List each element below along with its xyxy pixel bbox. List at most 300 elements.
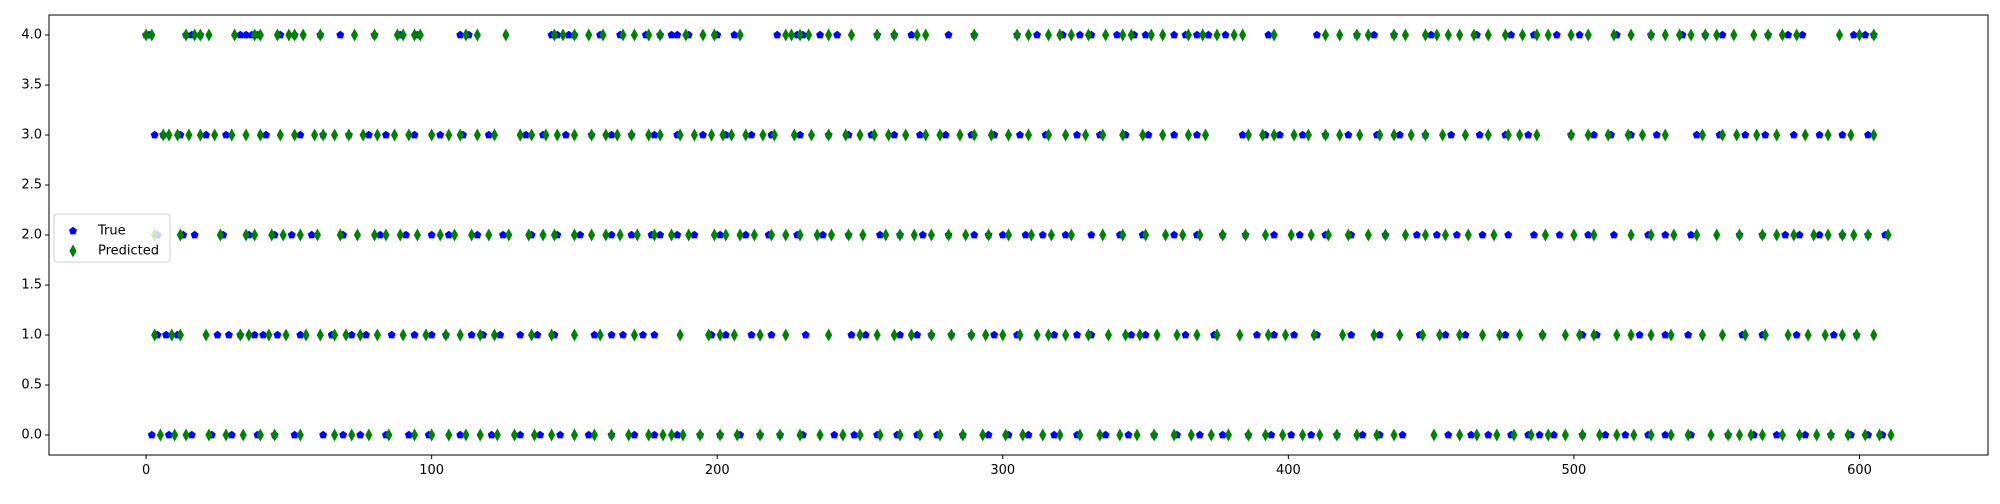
predicted-point <box>1213 29 1220 42</box>
predicted-point <box>825 29 832 42</box>
predicted-point <box>971 129 978 142</box>
predicted-point <box>1171 429 1178 442</box>
predicted-point <box>491 129 498 142</box>
predicted-point <box>1316 429 1323 442</box>
predicted-point <box>928 329 935 342</box>
true-point <box>802 331 810 339</box>
predicted-point <box>302 329 309 342</box>
predicted-point <box>716 429 723 442</box>
predicted-point <box>1824 229 1831 242</box>
predicted-point <box>796 29 803 42</box>
predicted-point <box>528 129 535 142</box>
predicted-point <box>1613 329 1620 342</box>
predicted-point <box>816 429 823 442</box>
predicted-point <box>677 329 684 342</box>
predicted-point <box>1853 329 1860 342</box>
predicted-point <box>291 29 298 42</box>
predicted-point <box>1533 29 1540 42</box>
predicted-point <box>268 229 275 242</box>
y-tick-label: 2.0 <box>21 227 42 243</box>
predicted-point <box>237 329 244 342</box>
predicted-point <box>936 429 943 442</box>
predicted-point <box>491 329 498 342</box>
predicted-point <box>211 129 218 142</box>
predicted-point <box>251 229 258 242</box>
predicted-point <box>1870 329 1877 342</box>
predicted-point <box>722 229 729 242</box>
predicted-point <box>1402 29 1409 42</box>
predicted-point <box>257 429 264 442</box>
true-point <box>1790 131 1798 139</box>
predicted-point <box>808 129 815 142</box>
predicted-point <box>242 129 249 142</box>
predicted-point <box>1419 329 1426 342</box>
true-point <box>1444 431 1452 439</box>
predicted-point <box>1099 229 1106 242</box>
predicted-point <box>165 129 172 142</box>
true-point <box>1344 131 1352 139</box>
predicted-point <box>1647 29 1654 42</box>
predicted-point <box>1119 229 1126 242</box>
true-point <box>1556 231 1564 239</box>
predicted-point <box>711 29 718 42</box>
predicted-point <box>1750 29 1757 42</box>
predicted-point <box>1539 329 1546 342</box>
predicted-point <box>1562 329 1569 342</box>
predicted-point <box>554 129 561 142</box>
predicted-point <box>1870 129 1877 142</box>
predicted-point <box>1713 29 1720 42</box>
predicted-point <box>1844 429 1851 442</box>
predicted-point <box>1827 429 1834 442</box>
predicted-point <box>317 29 324 42</box>
predicted-point <box>1730 29 1737 42</box>
predicted-point <box>151 329 158 342</box>
predicted-point <box>1759 429 1766 442</box>
predicted-point <box>1025 129 1032 142</box>
y-axis <box>21 28 49 443</box>
predicted-point <box>796 429 803 442</box>
true-point <box>1182 331 1190 339</box>
series-true <box>142 31 1889 439</box>
predicted-point <box>1579 429 1586 442</box>
predicted-point <box>828 229 835 242</box>
predicted-point <box>422 329 429 342</box>
predicted-point <box>1610 29 1617 42</box>
predicted-point <box>277 129 284 142</box>
true-point <box>148 431 156 439</box>
predicted-point <box>602 229 609 242</box>
predicted-point <box>1365 29 1372 42</box>
predicted-point <box>1747 429 1754 442</box>
predicted-point <box>1151 429 1158 442</box>
predicted-point <box>691 129 698 142</box>
true-point <box>273 331 281 339</box>
true-point <box>1553 31 1561 39</box>
true-point <box>339 431 347 439</box>
predicted-point <box>825 329 832 342</box>
true-point <box>1413 231 1421 239</box>
predicted-point <box>1625 129 1632 142</box>
predicted-point <box>400 29 407 42</box>
true-point <box>1290 331 1298 339</box>
predicted-point <box>148 29 155 42</box>
predicted-point <box>1062 329 1069 342</box>
predicted-point <box>1585 29 1592 42</box>
predicted-point <box>1765 29 1772 42</box>
predicted-point <box>1136 329 1143 342</box>
true-point <box>970 231 978 239</box>
predicted-point <box>1390 429 1397 442</box>
predicted-point <box>1822 329 1829 342</box>
predicted-point <box>1033 329 1040 342</box>
predicted-point <box>999 329 1006 342</box>
predicted-point <box>1299 429 1306 442</box>
predicted-point <box>531 429 538 442</box>
predicted-point <box>1762 329 1769 342</box>
true-point <box>1484 431 1492 439</box>
predicted-point <box>588 229 595 242</box>
predicted-point <box>320 129 327 142</box>
predicted-point <box>896 229 903 242</box>
predicted-point <box>985 229 992 242</box>
predicted-point <box>1719 129 1726 142</box>
predicted-point <box>876 429 883 442</box>
predicted-point <box>445 129 452 142</box>
predicted-point <box>1045 329 1052 342</box>
predicted-point <box>1259 129 1266 142</box>
predicted-point <box>751 229 758 242</box>
predicted-point <box>280 229 287 242</box>
predicted-point <box>551 29 558 42</box>
predicted-point <box>1322 29 1329 42</box>
predicted-point <box>345 129 352 142</box>
predicted-point <box>1585 129 1592 142</box>
predicted-point <box>1270 29 1277 42</box>
predicted-point <box>1422 229 1429 242</box>
predicted-point <box>245 329 252 342</box>
predicted-point <box>411 429 418 442</box>
predicted-point <box>1627 329 1634 342</box>
predicted-point <box>1699 129 1706 142</box>
predicted-point <box>1576 329 1583 342</box>
predicted-point <box>1647 229 1654 242</box>
predicted-point <box>1847 129 1854 142</box>
predicted-point <box>874 29 881 42</box>
predicted-point <box>1702 29 1709 42</box>
true-point <box>830 431 838 439</box>
true-point <box>562 131 570 139</box>
predicted-point <box>1759 229 1766 242</box>
true-point <box>639 331 647 339</box>
predicted-point <box>1356 129 1363 142</box>
predicted-point <box>874 329 881 342</box>
true-point <box>468 331 476 339</box>
predicted-point <box>314 229 321 242</box>
predicted-point <box>1773 129 1780 142</box>
predicted-point <box>382 229 389 242</box>
predicted-point <box>571 129 578 142</box>
predicted-point <box>1119 29 1126 42</box>
predicted-point <box>685 229 692 242</box>
predicted-point <box>571 429 578 442</box>
predicted-point <box>1028 229 1035 242</box>
true-point <box>1610 231 1618 239</box>
true-point <box>411 331 419 339</box>
predicted-point <box>716 329 723 342</box>
predicted-point <box>1442 229 1449 242</box>
predicted-point <box>548 429 555 442</box>
true-point <box>1793 331 1801 339</box>
predicted-point <box>385 429 392 442</box>
predicted-point <box>1479 329 1486 342</box>
predicted-point <box>1719 329 1726 342</box>
predicted-point <box>971 29 978 42</box>
predicted-point <box>1325 229 1332 242</box>
predicted-point <box>371 29 378 42</box>
predicted-point <box>1390 129 1397 142</box>
predicted-point <box>742 129 749 142</box>
predicted-point <box>796 229 803 242</box>
predicted-point <box>1433 29 1440 42</box>
predicted-point <box>185 129 192 142</box>
true-point <box>1576 31 1584 39</box>
predicted-point <box>1262 429 1269 442</box>
predicted-point <box>719 129 726 142</box>
predicted-point <box>1687 29 1694 42</box>
predicted-point <box>1225 429 1232 442</box>
predicted-point <box>477 329 484 342</box>
predicted-point <box>1242 229 1249 242</box>
true-point <box>673 31 681 39</box>
predicted-point <box>1567 29 1574 42</box>
true-point <box>1307 431 1315 439</box>
x-tick-label: 0 <box>141 463 151 478</box>
predicted-point <box>539 229 546 242</box>
predicted-point <box>291 129 298 142</box>
predicted-point <box>551 229 558 242</box>
predicted-point <box>1839 329 1846 342</box>
predicted-point <box>1733 129 1740 142</box>
true-point <box>1287 431 1295 439</box>
predicted-point <box>417 29 424 42</box>
predicted-point <box>1887 429 1894 442</box>
predicted-point <box>457 129 464 142</box>
predicted-point <box>257 29 264 42</box>
predicted-point <box>1527 429 1534 442</box>
predicted-point <box>588 129 595 142</box>
predicted-point <box>445 429 452 442</box>
predicted-point <box>1105 329 1112 342</box>
predicted-point <box>845 229 852 242</box>
predicted-point <box>217 229 224 242</box>
predicted-point <box>1707 429 1714 442</box>
predicted-point <box>1245 429 1252 442</box>
predicted-point <box>1365 229 1372 242</box>
predicted-point <box>1282 329 1289 342</box>
predicted-point <box>1667 329 1674 342</box>
predicted-point <box>848 29 855 42</box>
true-point <box>1170 31 1178 39</box>
predicted-point <box>856 329 863 342</box>
predicted-point <box>174 129 181 142</box>
true-point <box>1073 331 1081 339</box>
true-point <box>1830 331 1838 339</box>
true-point <box>1621 431 1629 439</box>
predicted-point <box>1005 229 1012 242</box>
predicted-point <box>1099 129 1106 142</box>
predicted-point <box>885 129 892 142</box>
true-point <box>288 231 296 239</box>
true-point <box>1781 231 1789 239</box>
predicted-point <box>462 429 469 442</box>
predicted-point <box>1236 329 1243 342</box>
predicted-point <box>1856 29 1863 42</box>
predicted-point <box>805 29 812 42</box>
predicted-point <box>1647 329 1654 342</box>
predicted-point <box>1456 429 1463 442</box>
predicted-point <box>902 129 909 142</box>
predicted-point <box>634 229 641 242</box>
true-point <box>556 431 564 439</box>
predicted-point <box>1162 229 1169 242</box>
predicted-point <box>682 29 689 42</box>
predicted-point <box>157 429 164 442</box>
predicted-point <box>1119 129 1126 142</box>
predicted-point <box>1462 129 1469 142</box>
predicted-point <box>1142 229 1149 242</box>
predicted-point <box>428 429 435 442</box>
predicted-point <box>896 429 903 442</box>
predicted-point <box>1804 329 1811 342</box>
predicted-point <box>1199 29 1206 42</box>
predicted-point <box>776 429 783 442</box>
predicted-point <box>1339 329 1346 342</box>
predicted-point <box>628 129 635 142</box>
predicted-point <box>391 129 398 142</box>
predicted-point <box>1470 29 1477 42</box>
predicted-point <box>240 429 247 442</box>
predicted-point <box>337 229 344 242</box>
predicted-point <box>668 229 675 242</box>
predicted-point <box>1245 129 1252 142</box>
predicted-point <box>1485 129 1492 142</box>
predicted-point <box>696 429 703 442</box>
predicted-point <box>331 129 338 142</box>
predicted-point <box>788 29 795 42</box>
true-point <box>1530 231 1538 239</box>
predicted-point <box>222 429 229 442</box>
x-tick-label: 200 <box>704 463 730 478</box>
predicted-point <box>736 229 743 242</box>
true-point <box>1536 431 1544 439</box>
true-point <box>748 331 756 339</box>
predicted-point <box>1864 229 1871 242</box>
predicted-point <box>1533 129 1540 142</box>
x-tick-label: 300 <box>990 463 1016 478</box>
predicted-point <box>354 229 361 242</box>
predicted-point <box>274 29 281 42</box>
true-point <box>847 331 855 339</box>
predicted-point <box>1613 429 1620 442</box>
predicted-point <box>1396 329 1403 342</box>
predicted-point <box>1676 29 1683 42</box>
predicted-point <box>891 329 898 342</box>
true-point <box>1076 31 1084 39</box>
predicted-point <box>1456 329 1463 342</box>
predicted-point <box>1516 129 1523 142</box>
predicted-point <box>462 29 469 42</box>
y-tick-label: 2.5 <box>21 177 42 193</box>
predicted-point <box>1116 429 1123 442</box>
predicted-point <box>397 229 404 242</box>
predicted-point <box>1345 229 1352 242</box>
predicted-point <box>814 229 821 242</box>
predicted-point <box>782 329 789 342</box>
predicted-point <box>177 329 184 342</box>
predicted-point <box>856 129 863 142</box>
predicted-point <box>608 429 615 442</box>
predicted-point <box>1713 229 1720 242</box>
predicted-point <box>711 229 718 242</box>
true-point <box>516 331 524 339</box>
predicted-point <box>1502 29 1509 42</box>
predicted-point <box>1753 129 1760 142</box>
true-point <box>1039 231 1047 239</box>
predicted-point <box>1025 29 1032 42</box>
predicted-point <box>708 129 715 142</box>
predicted-point <box>1333 429 1340 442</box>
true-point <box>1124 431 1132 439</box>
predicted-point <box>968 329 975 342</box>
predicted-point <box>759 129 766 142</box>
predicted-point <box>1239 29 1246 42</box>
predicted-point <box>1016 329 1023 342</box>
predicted-point <box>571 329 578 342</box>
predicted-point <box>360 129 367 142</box>
predicted-point <box>679 429 686 442</box>
predicted-point <box>1219 229 1226 242</box>
predicted-point <box>428 129 435 142</box>
y-tick-label: 0.0 <box>21 427 42 443</box>
predicted-point <box>1122 329 1129 342</box>
predicted-point <box>1736 229 1743 242</box>
true-point <box>1661 231 1669 239</box>
true-point <box>1433 231 1441 239</box>
predicted-point <box>182 429 189 442</box>
predicted-point <box>1436 329 1443 342</box>
predicted-point <box>414 229 421 242</box>
predicted-point <box>1699 329 1706 342</box>
predicted-point <box>542 129 549 142</box>
predicted-point <box>548 329 555 342</box>
true-point <box>382 131 390 139</box>
predicted-point <box>1185 129 1192 142</box>
legend <box>54 214 170 262</box>
predicted-point <box>1870 29 1877 42</box>
predicted-point <box>928 229 935 242</box>
predicted-point <box>1056 429 1063 442</box>
predicted-point <box>728 129 735 142</box>
predicted-point <box>297 229 304 242</box>
predicted-point <box>1490 229 1497 242</box>
predicted-point <box>1279 429 1286 442</box>
predicted-point <box>517 129 524 142</box>
predicted-point <box>911 229 918 242</box>
predicted-point <box>1045 29 1052 42</box>
true-point <box>191 231 199 239</box>
true-point <box>1347 331 1355 339</box>
